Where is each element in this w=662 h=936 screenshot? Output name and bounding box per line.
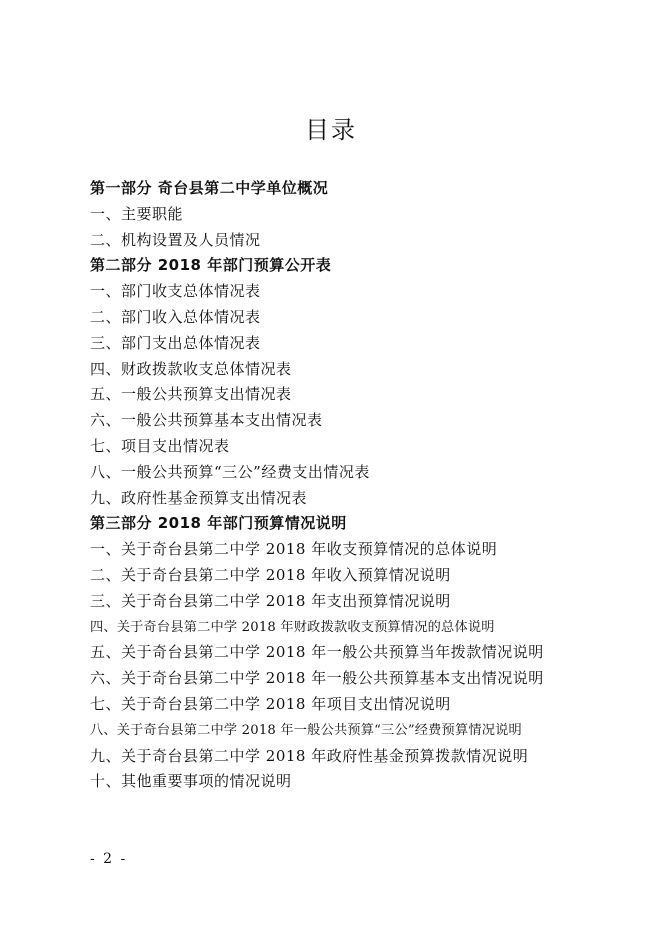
toc-item: 一、主要职能: [90, 204, 184, 223]
toc-section-heading: 第二部分 2018 年部门预算公开表: [90, 256, 332, 275]
toc-item: 九、关于奇台县第二中学 2018 年政府性基金预算拨款情况说明: [90, 746, 529, 765]
toc-item: 二、机构设置及人员情况: [90, 230, 261, 249]
page-number: - 2 -: [90, 851, 128, 867]
toc-item: 三、关于奇台县第二中学 2018 年支出预算情况说明: [90, 591, 451, 610]
toc-section-heading: 第三部分 2018 年部门预算情况说明: [90, 514, 347, 533]
table-of-contents: [90, 176, 610, 795]
toc-item: 七、项目支出情况表: [90, 436, 230, 455]
page-title: 目录: [305, 116, 357, 144]
toc-item: 二、关于奇台县第二中学 2018 年收入预算情况说明: [90, 565, 451, 584]
toc-item: 九、政府性基金预算支出情况表: [90, 488, 308, 507]
toc-item: 八、一般公共预算“三公”经费支出情况表: [90, 462, 370, 481]
toc-item: 二、部门收入总体情况表: [90, 307, 261, 326]
toc-item: 六、一般公共预算基本支出情况表: [90, 411, 323, 430]
toc-section-heading: 第一部分 奇台县第二中学单位概况: [90, 179, 329, 197]
toc-item: 六、关于奇台县第二中学 2018 年一般公共预算基本支出情况说明: [90, 669, 544, 688]
toc-item: 四、关于奇台县第二中学 2018 年财政拨款收支预算情况的总体说明: [90, 619, 495, 635]
toc-item: 五、关于奇台县第二中学 2018 年一般公共预算当年拨款情况说明: [90, 643, 544, 662]
toc-item: 十、其他重要事项的情况说明: [90, 772, 292, 791]
toc-item: 一、部门收支总体情况表: [90, 282, 261, 301]
toc-item: 五、一般公共预算支出情况表: [90, 385, 292, 404]
toc-item: 八、关于奇台县第二中学 2018 年一般公共预算“三公”经费预算情况说明: [90, 722, 522, 738]
toc-item: 三、部门支出总体情况表: [90, 333, 261, 352]
toc-item: 一、关于奇台县第二中学 2018 年收支预算情况的总体说明: [90, 540, 498, 559]
toc-item: 四、财政拨款收支总体情况表: [90, 359, 292, 378]
toc-item: 七、关于奇台县第二中学 2018 年项目支出情况说明: [90, 694, 451, 713]
